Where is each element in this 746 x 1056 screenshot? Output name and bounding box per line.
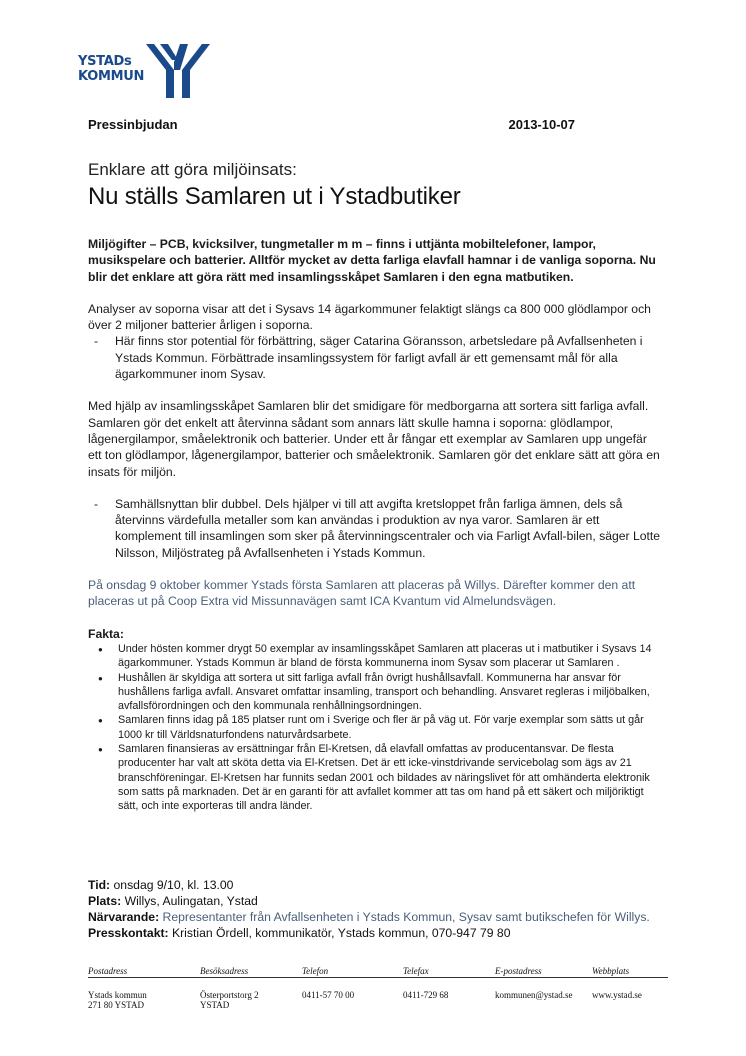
footer-divider <box>88 977 668 978</box>
list-item: ● Under hösten kommer drygt 50 exemplar av insamlingsskåpet Samlaren att placeras ut i matbutiker i Sysavs 14 ägarkommuner. Ystads Kommun är bland de första kommunerna inom Sysav som placerar ut Samlaren . <box>98 642 652 670</box>
footer <box>88 966 668 1010</box>
subtitle: Enklare att göra miljöinsats: <box>88 160 297 179</box>
list-item: ● Samlaren finansieras av ersättningar från El-Kretsen, då elavfall omfattas av producentansvar. De flesta producenter har valt att sköta detta via El-Kretsen. Det är ett icke-vinstdrivande servicebolag som ägs av 21 branschföreningar. El-Kretsen har funnits sedan 2001 och bildades av näringslivet för att omhänderta elektronik som satts på marknaden. Det är en garanti för att avfallet kommer att tas om hand på ett säkert och miljöriktigt sätt, och inte exporteras till andra länder. <box>98 743 650 813</box>
fakta-heading: Fakta: <box>88 626 124 641</box>
paragraph-1: Analyser av soporna visar att det i Sysavs 14 ägarkommuner felaktigt slängs ca 800 000 glödlampor och över 2 miljoner batterier årligen i soporna. <box>88 301 651 333</box>
quote-1 <box>88 333 662 382</box>
quote-2-text: Samhällsnyttan blir dubbel. Dels hjälper vi till att avgifta kretsloppet från farliga ämnen, dels så återvinns värdefulla metaller som kan användas i produktion av nya varor. Samlaren är ett komplement till insamlingen som sker på återvinningscentraler och via Farligt Avfall-bilen, säger Lotte Nilsson, Miljöstrateg på Avfallsenheten i Ystads Kommun. <box>115 496 661 560</box>
page-title: Nu ställs Samlaren ut i Ystadbutiker <box>88 183 461 210</box>
lead-paragraph: Miljögifter – PCB, kvicksilver, tungmetaller m m – finns i uttjänta mobiltelefoner, lampor, musikspelare och batterier. Alltför mycket av detta farliga elavfall hamnar i de vanliga soporna. Nu blir det enklare att göra rätt med insamlingsskåpet Samlaren i den egna matbutiken. <box>88 237 656 284</box>
footer-values: Ystads kommun 271 80 YSTAD Österportstorg 2 YSTAD 0411-57 70 00 0411-729 68 kommunen@ystad.se www.ystad.se <box>88 990 642 1010</box>
paragraph-3: På onsdag 9 oktober kommer Ystads första Samlaren att placeras på Willys. Därefter kommer den att placeras ut på Coop Extra vid Missunnavägen samt ICA Kvantum vid Almelundsvägen. <box>88 578 636 609</box>
info-time: Tid: onsdag 9/10, kl. 13.00 <box>88 878 234 892</box>
info-place: Plats: Willys, Aulingatan, Ystad <box>88 894 258 908</box>
list-item: ● Samlaren finns idag på 185 platser runt om i Sverige och fler är på väg ut. För varje exemplar som sätts ut går 1000 kr till Världsnaturfondens naturvårdsarbete. <box>98 714 644 741</box>
info-contact: Presskontakt: Kristian Ördell, kommunikatör, Ystads kommun, 070-947 79 80 <box>88 926 511 940</box>
event-info <box>88 877 668 941</box>
document-type: Pressinbjudan <box>88 117 178 132</box>
logo-line-2: KOMMUN <box>78 69 145 84</box>
paragraph-2: Med hjälp av insamlingsskåpet Samlaren blir det smidigare för medborgarna att sortera sitt farliga avfall. Samlaren gör det enkelt att återvinna sådant som annars lätt skulle hamna i soporna: glödlampor, lågenergilampor, småelektronik och batterier. Under ett år fångar ett exemplar av Samlaren upp ungefär ett ton glödlampor, lågenergilampor, batterier och småelektronik. Samlaren gör det enklare sätt att göra en insats för miljön. <box>88 399 660 479</box>
logo-emblem-icon <box>144 42 214 100</box>
footer-headings: Postadress Besöksadress Telefon Telefax E-postadress Webbplats <box>88 966 630 976</box>
document-date: 2013-10-07 <box>508 117 575 132</box>
info-attendees: Närvarande: Representanter från Avfallsenheten i Ystads Kommun, Sysav samt butikschefen för Willys. <box>88 910 650 924</box>
fakta-list <box>88 642 662 814</box>
quote-2 <box>88 496 662 561</box>
logo-line-1: YSTADs <box>78 54 132 69</box>
header-row <box>88 117 575 132</box>
logo-text <box>78 54 144 84</box>
list-item: ● Hushållen är skyldiga att sortera ut sitt farliga avfall från övrigt hushållsavfall. Kommunerna har ansvar för hushållens farliga avfall. Ansvaret omfattar insamling, transport och behandling. Ansvaret regleras i miljöbalken, avfallsförordningen och den kommunala renhållningsordningen. <box>98 671 650 713</box>
quote-1-text: Här finns stor potential för förbättring, säger Catarina Göransson, arbetsledare på Avfallsenheten i Ystads Kommun. Förbättrade insamlingssystem för farligt avfall är ett gemensamt mål för alla ägarkommuner inom Sysav. <box>115 334 643 382</box>
press-body <box>88 236 662 814</box>
dash-marker: - <box>94 334 99 349</box>
ystad-kommun-logo <box>78 42 218 100</box>
dash-marker: - <box>94 496 99 511</box>
